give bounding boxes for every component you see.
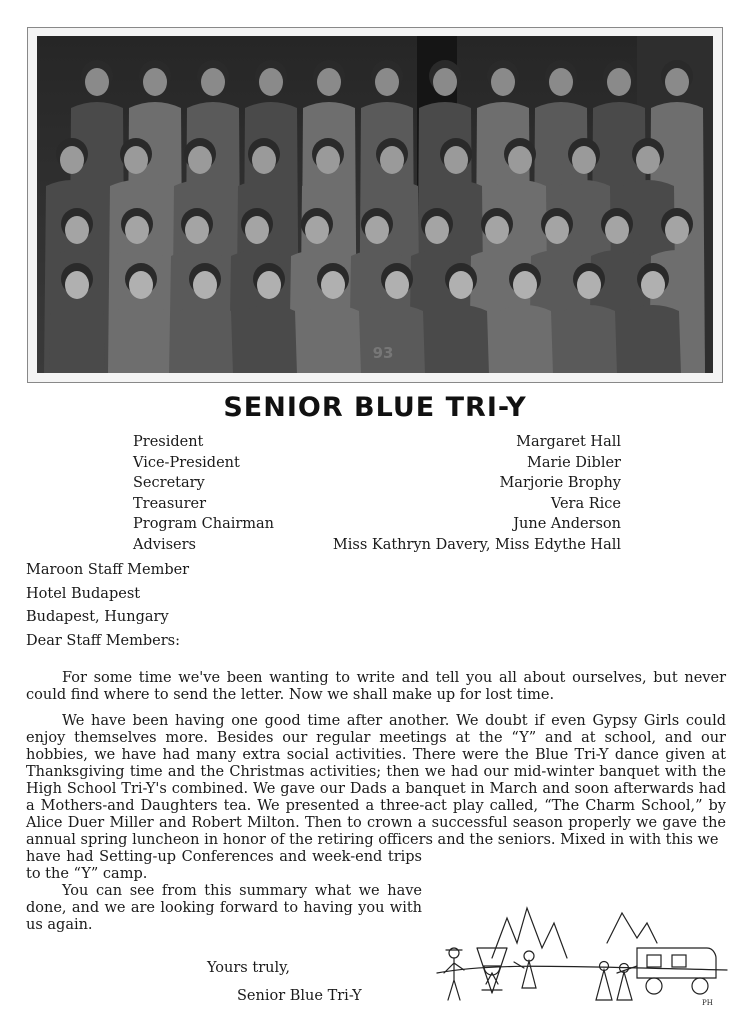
- officer-name: June Anderson: [513, 516, 621, 532]
- wagon-wheel: [692, 978, 708, 994]
- officer-name: Vera Rice: [550, 495, 621, 512]
- gypsy-figure: [444, 950, 464, 1000]
- officer-row: [133, 473, 621, 494]
- photo-person-face: [85, 68, 109, 96]
- caravan-window: [672, 955, 686, 967]
- gypsy-camp-sketch: [432, 878, 732, 1013]
- group-photo-image: [37, 36, 713, 373]
- photo-person-face: [577, 271, 601, 299]
- address-line: Hotel Budapest: [26, 585, 141, 602]
- letter-closing: [207, 954, 362, 1010]
- letter-paragraph: We have been having one good time after another. We doubt if even Gypsy Girls could enjoy themselves more. Besides our regular meetings at the “Y” and at school, and our hobbies, we have had many extra social activities. There were the Blue Tri-Y dance given at Thanksgiving time and the Christmas activities; then we had our mid-winter banquet with the High School Tri-Y's combined. We gave our Dads a banquet in March and soon afterwards had a Mothers-and Daughters tea. We presented a three-act play called, “The Charm School,” by Alice Duer Miller and Robert Milton. Then to crown a successful season properly we gave the annual spring luncheon in honor of the retiring officers and the seniors. Mixed in with this we: [26, 713, 726, 848]
- photo-person-body: [625, 305, 681, 373]
- photo-person-body: [49, 305, 105, 373]
- artist-initials: PH: [702, 999, 713, 1007]
- photo-person-face: [317, 68, 341, 96]
- photo-person-face: [201, 68, 225, 96]
- photo-person-face: [549, 68, 573, 96]
- photo-person-face: [385, 271, 409, 299]
- photo-person-face: [572, 146, 596, 174]
- photo-person-face: [125, 216, 149, 244]
- officer-row: [133, 453, 621, 474]
- photo-person-body: [369, 305, 425, 373]
- photo-person-face: [605, 216, 629, 244]
- photo-person-body: [177, 305, 233, 373]
- photo-person-face: [641, 271, 665, 299]
- photo-person-face: [449, 271, 473, 299]
- officer-role: Secretary: [133, 475, 205, 491]
- photo-person-face: [65, 271, 89, 299]
- officer-name: Marjorie Brophy: [499, 475, 621, 491]
- letter-paragraph-continued: have had Setting-up Conferences and week-end trips to the “Y” camp.: [26, 849, 422, 882]
- photo-person-face: [485, 216, 509, 244]
- officer-row: [133, 514, 621, 535]
- photo-person-face: [433, 68, 457, 96]
- photo-person-face: [65, 216, 89, 244]
- officers-list: [133, 432, 621, 555]
- photo-person-face: [491, 68, 515, 96]
- photo-person-face: [380, 146, 404, 174]
- photo-person-face: [508, 146, 532, 174]
- photo-person-face: [188, 146, 212, 174]
- photo-person-face: [257, 271, 281, 299]
- photo-person-face: [124, 146, 148, 174]
- mountain-line: [607, 913, 657, 943]
- photo-person-face: [365, 216, 389, 244]
- gypsy-figure: [596, 970, 612, 1000]
- photo-person-face: [129, 271, 153, 299]
- photo-person-face: [375, 68, 399, 96]
- officer-role: President: [133, 434, 204, 450]
- wagon-wheel: [646, 978, 662, 994]
- photo-person-body: [241, 305, 297, 373]
- photo-person-body: [561, 305, 617, 373]
- address-line: Maroon Staff Member: [26, 562, 190, 578]
- officer-row: [133, 535, 621, 556]
- photo-person-face: [259, 68, 283, 96]
- photo-person-body: [497, 305, 553, 373]
- photo-person-face: [305, 216, 329, 244]
- letter-paragraph: For some time we've been wanting to write and tell you all about ourselves, but never could find where to send the letter. Now we shall make up for lost time.: [26, 670, 726, 703]
- photo-person-face: [444, 146, 468, 174]
- gypsy-figure: [514, 961, 536, 988]
- photo-person-face: [607, 68, 631, 96]
- photo-person-body: [305, 305, 361, 373]
- gypsy-figure: [617, 972, 632, 1000]
- group-photo: [27, 27, 723, 383]
- photo-person-face: [321, 271, 345, 299]
- salutation: Dear Staff Members:: [26, 632, 181, 649]
- photo-person-body: [433, 305, 489, 373]
- photo-person-face: [252, 146, 276, 174]
- address-line: Budapest, Hungary: [26, 609, 169, 625]
- photo-person-face: [60, 146, 84, 174]
- officer-role: Treasurer: [133, 495, 207, 512]
- officer-role: Vice-President: [133, 454, 240, 471]
- photo-person-face: [143, 68, 167, 96]
- officer-row: [133, 494, 621, 515]
- officer-name: Miss Kathryn Davery, Miss Edythe Hall: [332, 536, 621, 553]
- closing-signature: Senior Blue Tri-Y: [237, 988, 362, 1004]
- sweater-number: 93: [372, 344, 394, 362]
- photo-person-face: [636, 146, 660, 174]
- letter-address: [26, 559, 189, 653]
- officer-name: Margaret Hall: [516, 434, 621, 450]
- caravan-window: [647, 955, 661, 967]
- officer-name: Marie Dibler: [527, 454, 621, 471]
- tripod: [477, 948, 507, 993]
- photo-person-face: [665, 216, 689, 244]
- caravan-wagon: [637, 948, 716, 978]
- letter-paragraph: You can see from this summary what we have done, and we are looking forward to having you with us again.: [26, 883, 422, 933]
- officer-role: Advisers: [133, 536, 196, 553]
- photo-person-face: [425, 216, 449, 244]
- photo-person-face: [665, 68, 689, 96]
- photo-person-face: [513, 271, 537, 299]
- group-photo-figures: [37, 36, 713, 373]
- photo-person-face: [316, 146, 340, 174]
- officer-row: [133, 432, 621, 453]
- page-title: SENIOR BLUE TRI-Y: [223, 392, 527, 423]
- officer-role: Program Chairman: [133, 516, 275, 532]
- closing-salutation: Yours truly,: [207, 960, 290, 976]
- photo-person-body: [113, 305, 169, 373]
- photo-person-face: [193, 271, 217, 299]
- photo-person-face: [185, 216, 209, 244]
- photo-person-face: [245, 216, 269, 244]
- photo-person-face: [545, 216, 569, 244]
